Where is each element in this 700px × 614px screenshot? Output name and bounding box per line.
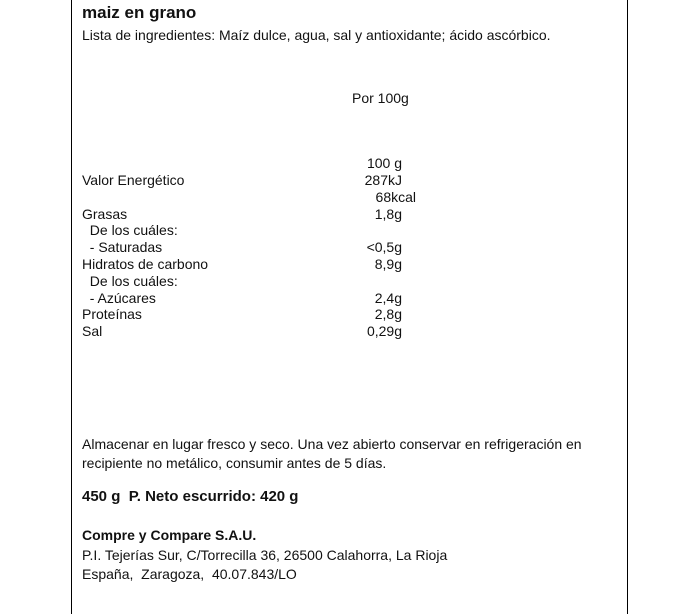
net-weight: 450 g P. Neto escurrido: 420 g [82, 488, 299, 505]
nutrition-row-value: 2,4g [374, 290, 402, 306]
nutrition-row-value: 68kcal [375, 189, 416, 205]
nutrition-column-header: Por 100g [352, 90, 409, 106]
nutrition-row-value: 2,8g [374, 306, 402, 322]
nutrition-row-value: <0,5g [366, 239, 402, 255]
nutrition-row-label: Sal [82, 323, 103, 339]
nutrition-row-label: Proteínas [82, 306, 142, 322]
nutrition-row-label: Grasas [82, 206, 128, 222]
nutrition-row-label: De los cuáles: [82, 273, 178, 289]
storage-instructions: Almacenar en lugar fresco y seco. Una vez abierto conservar en refrigeración en recipiente no metálico, consumir antes de 5 días. [82, 436, 582, 471]
company-location: España, Zaragoza, 40.07.843/LO [82, 566, 297, 582]
nutrition-row-label: Valor Energético [82, 172, 185, 188]
nutrition-row-label: - Saturadas [82, 239, 163, 255]
company-name: Compre y Compare S.A.U. [82, 527, 257, 543]
nutrition-row-value: 287kJ [364, 172, 402, 188]
ingredients-list: Lista de ingredientes: Maíz dulce, agua, sal y antioxidante; ácido ascórbico. [82, 27, 551, 43]
nutrition-reference-amount: 100 g [366, 155, 402, 171]
nutrition-row-label: De los cuáles: [82, 222, 178, 238]
nutrition-row-value: 0,29g [366, 323, 402, 339]
product-name: maiz en grano [82, 3, 197, 22]
nutrition-row-label: - Azúcares [82, 290, 156, 306]
nutrition-row-label: Hidratos de carbono [82, 256, 209, 272]
company-address: P.I. Tejerías Sur, C/Torrecilla 36, 26500 Calahorra, La Rioja [82, 547, 448, 563]
nutrition-row-value: 1,8g [374, 206, 402, 222]
nutrition-row-value: 8,9g [374, 256, 402, 272]
